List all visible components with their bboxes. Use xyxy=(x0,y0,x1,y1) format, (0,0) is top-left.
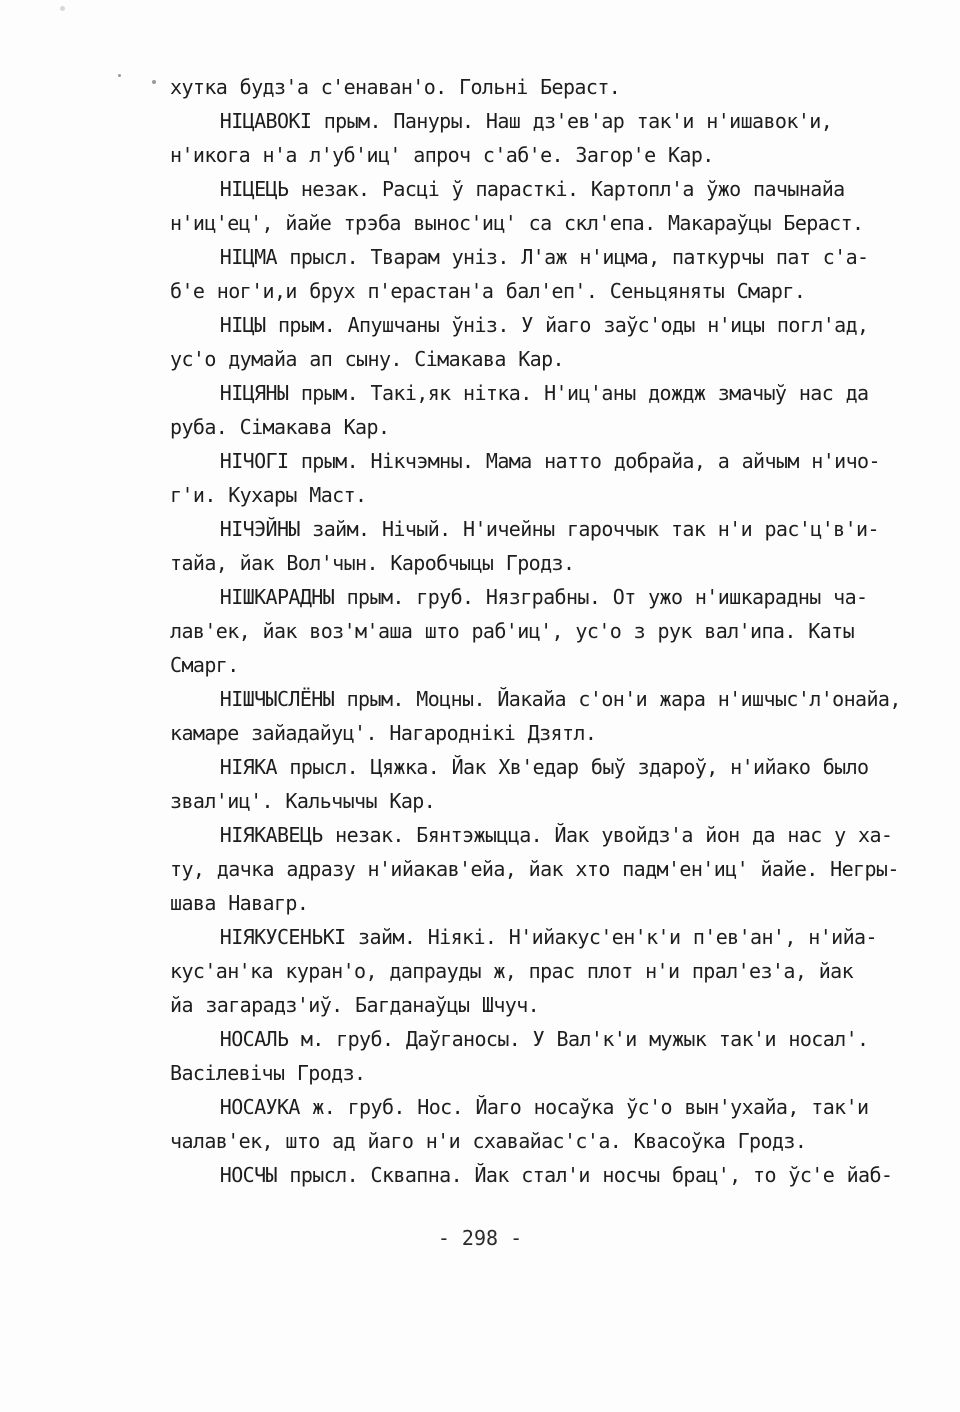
scan-speck xyxy=(118,74,121,77)
text-line: Васілевічы Гродз. xyxy=(170,1061,366,1085)
text-line: Смарг. xyxy=(170,653,239,677)
text-line: г'и. Кухары Маст. xyxy=(170,483,367,507)
text-line: б'е ног'и,и брух п'ерастан'а бал'еп'. Сеньцяняты Смарг. xyxy=(170,279,806,303)
text-line: ту, дачка адразу н'ийакав'ейа, йак хто падм'ен'иц' йайе. Негры- xyxy=(170,857,899,881)
scan-speck xyxy=(152,80,156,84)
text-line: йа загарадз'иў. Багданаўцы Шчуч. xyxy=(170,993,540,1017)
text-line: н'иц'ец', йайе трэба вынос'иц' са скл'епа. Макараўцы Бераст. xyxy=(170,211,864,235)
text-line: НІЦЯНЫ прым. Такі,як нітка. Н'иц'аны дождж змачыў нас да xyxy=(170,381,869,405)
text-line: кус'ан'ка куран'о, дапрауды ж, прас плот н'и прал'ез'а, йак xyxy=(170,959,854,983)
text-line: НІЧЭЙНЫ займ. Нічый. Н'ичейны гароччык так н'и рас'ц'в'и- xyxy=(170,517,879,541)
text-line: НІШКАРАДНЫ прым. груб. Нязграбны. От ужо н'ишкарадны ча- xyxy=(170,585,868,609)
text-line: НІЧОГІ прым. Нікчэмны. Мама натто добрайа, а айчым н'ичо- xyxy=(170,449,880,473)
text-line: НІЦАВОКІ прым. Пануры. Наш дз'ев'ар так'и н'ишавок'и, xyxy=(170,109,833,133)
text-line: ус'о думайа ап сыну. Сімакава Кар. xyxy=(170,347,564,371)
text-line: НІЯКУСЕНЬКІ займ. Ніякі. Н'ийакус'ен'к'и п'ев'ан', н'ийа- xyxy=(170,925,877,949)
text-line: НОСЧЫ прысл. Сквапна. Йак стал'и носчы брац', то ўс'е йаб- xyxy=(170,1163,893,1187)
scan-speck xyxy=(60,6,65,11)
page-number: - 298 - xyxy=(437,1226,523,1250)
text-line: НІЯКАВЕЦЬ незак. Бянтэжыцца. Йак увойдз'а йон да нас у ха- xyxy=(170,823,893,847)
text-line: НІШЧЫСЛЁНЫ прым. Моцны. Йакайа с'он'и жара н'ишчыс'л'онайа, xyxy=(170,687,901,711)
text-line: чалав'ек, што ад йаго н'и схавайас'с'а. Квасоўка Гродз. xyxy=(170,1129,807,1153)
text-line: НОСАЛЬ м. груб. Даўганосы. У Вал'к'и мужык так'и носал'. xyxy=(170,1027,869,1051)
text-line: НІЯКА прысл. Цяжка. Йак Хв'едар быў здароў, н'ийако было xyxy=(170,755,869,779)
text-line: НІЦЕЦЬ незак. Расці ў парасткі. Картопл'а ўжо пачынайа xyxy=(170,177,845,201)
text-line: камаре зайадайуц'. Нагароднікі Дзятл. xyxy=(170,721,597,745)
text-line: НОСАУКА ж. груб. Нос. Йаго носаўка ўс'о вын'ухайа, так'и xyxy=(170,1095,869,1119)
text-line: хутка будз'а с'енаван'о. Гольні Бераст. xyxy=(170,75,621,99)
text-line: руба. Сімакава Кар. xyxy=(170,415,390,439)
text-line: лав'ек, йак воз'м'аша што раб'иц', ус'о з рук вал'ипа. Каты xyxy=(170,619,855,643)
text-line: звал'иц'. Кальчычы Кар. xyxy=(170,789,436,813)
text-line: тайа, йак Вол'чын. Каробчыцы Гродз. xyxy=(170,551,575,575)
text-line: шава Навагр. xyxy=(170,891,309,915)
text-line: НІЦЫ прым. Апушчаны ўніз. У йаго заўс'оды н'ицы погл'ад, xyxy=(170,313,869,337)
text-line: н'икога н'а л'уб'иц' апроч с'аб'е. Загор'е Кар. xyxy=(170,143,714,167)
dictionary-text xyxy=(170,70,910,1192)
text-line: НІЦМА прысл. Тварам уніз. Л'аж н'ицма, паткурчы пат с'а- xyxy=(170,245,869,269)
